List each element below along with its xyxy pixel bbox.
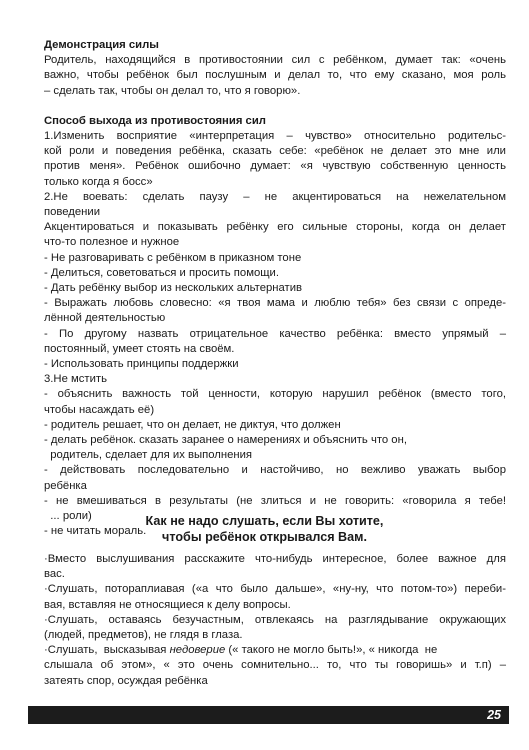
paragraph-line: Акцентироваться и показывать ребёнку его сильные стороны, когда он делает bbox=[44, 221, 506, 234]
list-item: чтобы насаждать её) bbox=[44, 403, 155, 416]
list-item: - Делиться, советоваться и просить помощи. bbox=[44, 266, 279, 279]
list-item: ·Слушать, потораплиавая («а что было дальше», «ну-ну, что потом-то») переби- bbox=[44, 583, 506, 596]
list-item: - делать ребёнок. сказать заранее о намерениях и объяснить что он, bbox=[44, 434, 407, 447]
section-heading: Демонстрация силы bbox=[44, 39, 159, 51]
list-item: ·Вместо выслушивания расскажите что-нибудь интересное, более важное для bbox=[44, 553, 506, 565]
paragraph-line: – сделать так, чтобы он делал то, что я говорю». bbox=[44, 84, 301, 97]
paragraph-line: важно, чтобы ребёнок был послушным и делал то, что ему сказано, моя роль bbox=[44, 69, 506, 82]
paragraph-line: 2.Не воевать: сделать паузу – не акцентироваться на нежелательном bbox=[44, 190, 506, 203]
list-item: ... роли) bbox=[44, 510, 92, 523]
list-item: слышала об этом», « это очень сомнительно... то, что ты говоришь» и т.п) – bbox=[44, 659, 506, 672]
list-item: - Использовать принципы поддержки bbox=[44, 358, 239, 371]
section-heading: Способ выхода из противостояния сил bbox=[44, 114, 266, 127]
list-item: вас. bbox=[44, 568, 65, 581]
list-item: - Выражать любовь словесно: «я твоя мама и люблю тебя» без связи с опреде- bbox=[44, 297, 506, 310]
list-item-text: (« такого не могло быть!», « никогда не bbox=[225, 644, 438, 657]
list-item: - По другому назвать отрицательное качество ребёнка: вместо упрямый – bbox=[44, 327, 506, 340]
list-item: постоянный, умеет стоять на своём. bbox=[44, 342, 235, 355]
list-item: 3.Не мстить bbox=[44, 373, 107, 386]
list-item: - Не разговаривать с ребёнком в приказном тоне bbox=[44, 251, 302, 264]
paragraph-line: 1.Изменить восприятие «интерпретация – чувство» относительно родительс- bbox=[44, 130, 506, 143]
list-item: - Дать ребёнку выбор из нескольких альтернатив bbox=[44, 282, 303, 295]
list-item: родитель, сделает для их выполнения bbox=[44, 449, 253, 462]
list-item: - объяснить важность той ценности, которую нарушил ребёнок (вместо того, bbox=[44, 388, 506, 401]
list-item: вая, вставляя не относящиеся к делу вопросы. bbox=[44, 598, 291, 611]
list-item: (людей, предметов), не глядя в глаза. bbox=[44, 629, 243, 642]
list-item: затеять спор, осуждая ребёнка bbox=[44, 674, 208, 687]
paragraph-line: поведении bbox=[44, 206, 101, 219]
title-line: чтобы ребёнок открывался Вам. bbox=[162, 530, 367, 544]
list-item bbox=[44, 643, 506, 658]
title-line: Как не надо слушать, если Вы хотите, bbox=[145, 514, 384, 528]
list-item: - не вмешиваться в результаты (не злиться и не говорить: «говорила я тебе! bbox=[44, 494, 506, 507]
list-item: - действовать последовательно и настойчиво, но вежливо уважать выбор bbox=[44, 464, 506, 477]
list-item-text: ·Слушать, высказывая bbox=[44, 644, 167, 657]
section-listening bbox=[44, 552, 506, 689]
emphasis-word: недоверие bbox=[169, 644, 226, 657]
paragraph-line: Родитель, находящийся в противостоянии сил с ребёнком, думает так: «очень bbox=[44, 54, 506, 67]
section-title bbox=[0, 513, 529, 545]
list-item: - родитель решает, что он делает, не диктуя, что должен bbox=[44, 418, 341, 431]
paragraph-line: против меня». Ребёнок ошибочно думает: «я чувствую собственную ценность bbox=[44, 160, 506, 173]
paragraph-line: только когда я босс» bbox=[44, 175, 153, 188]
section-demonstration bbox=[44, 38, 506, 540]
list-item: ·Слушать, оставаясь безучастным, отвлекаясь на разглядывание окружающих bbox=[44, 613, 506, 626]
list-item: ребёнка bbox=[44, 479, 87, 492]
list-item: - не читать мораль. bbox=[44, 525, 147, 538]
list-item: лённой деятельностью bbox=[44, 312, 166, 325]
paragraph-line: что-то полезное и нужное bbox=[44, 236, 180, 249]
footer-bar bbox=[28, 706, 509, 724]
page-number: 25 bbox=[487, 708, 501, 722]
paragraph-line: кой роли и поведения ребёнка, сказать себе: «ребёнок не делает это мне или bbox=[44, 145, 506, 158]
